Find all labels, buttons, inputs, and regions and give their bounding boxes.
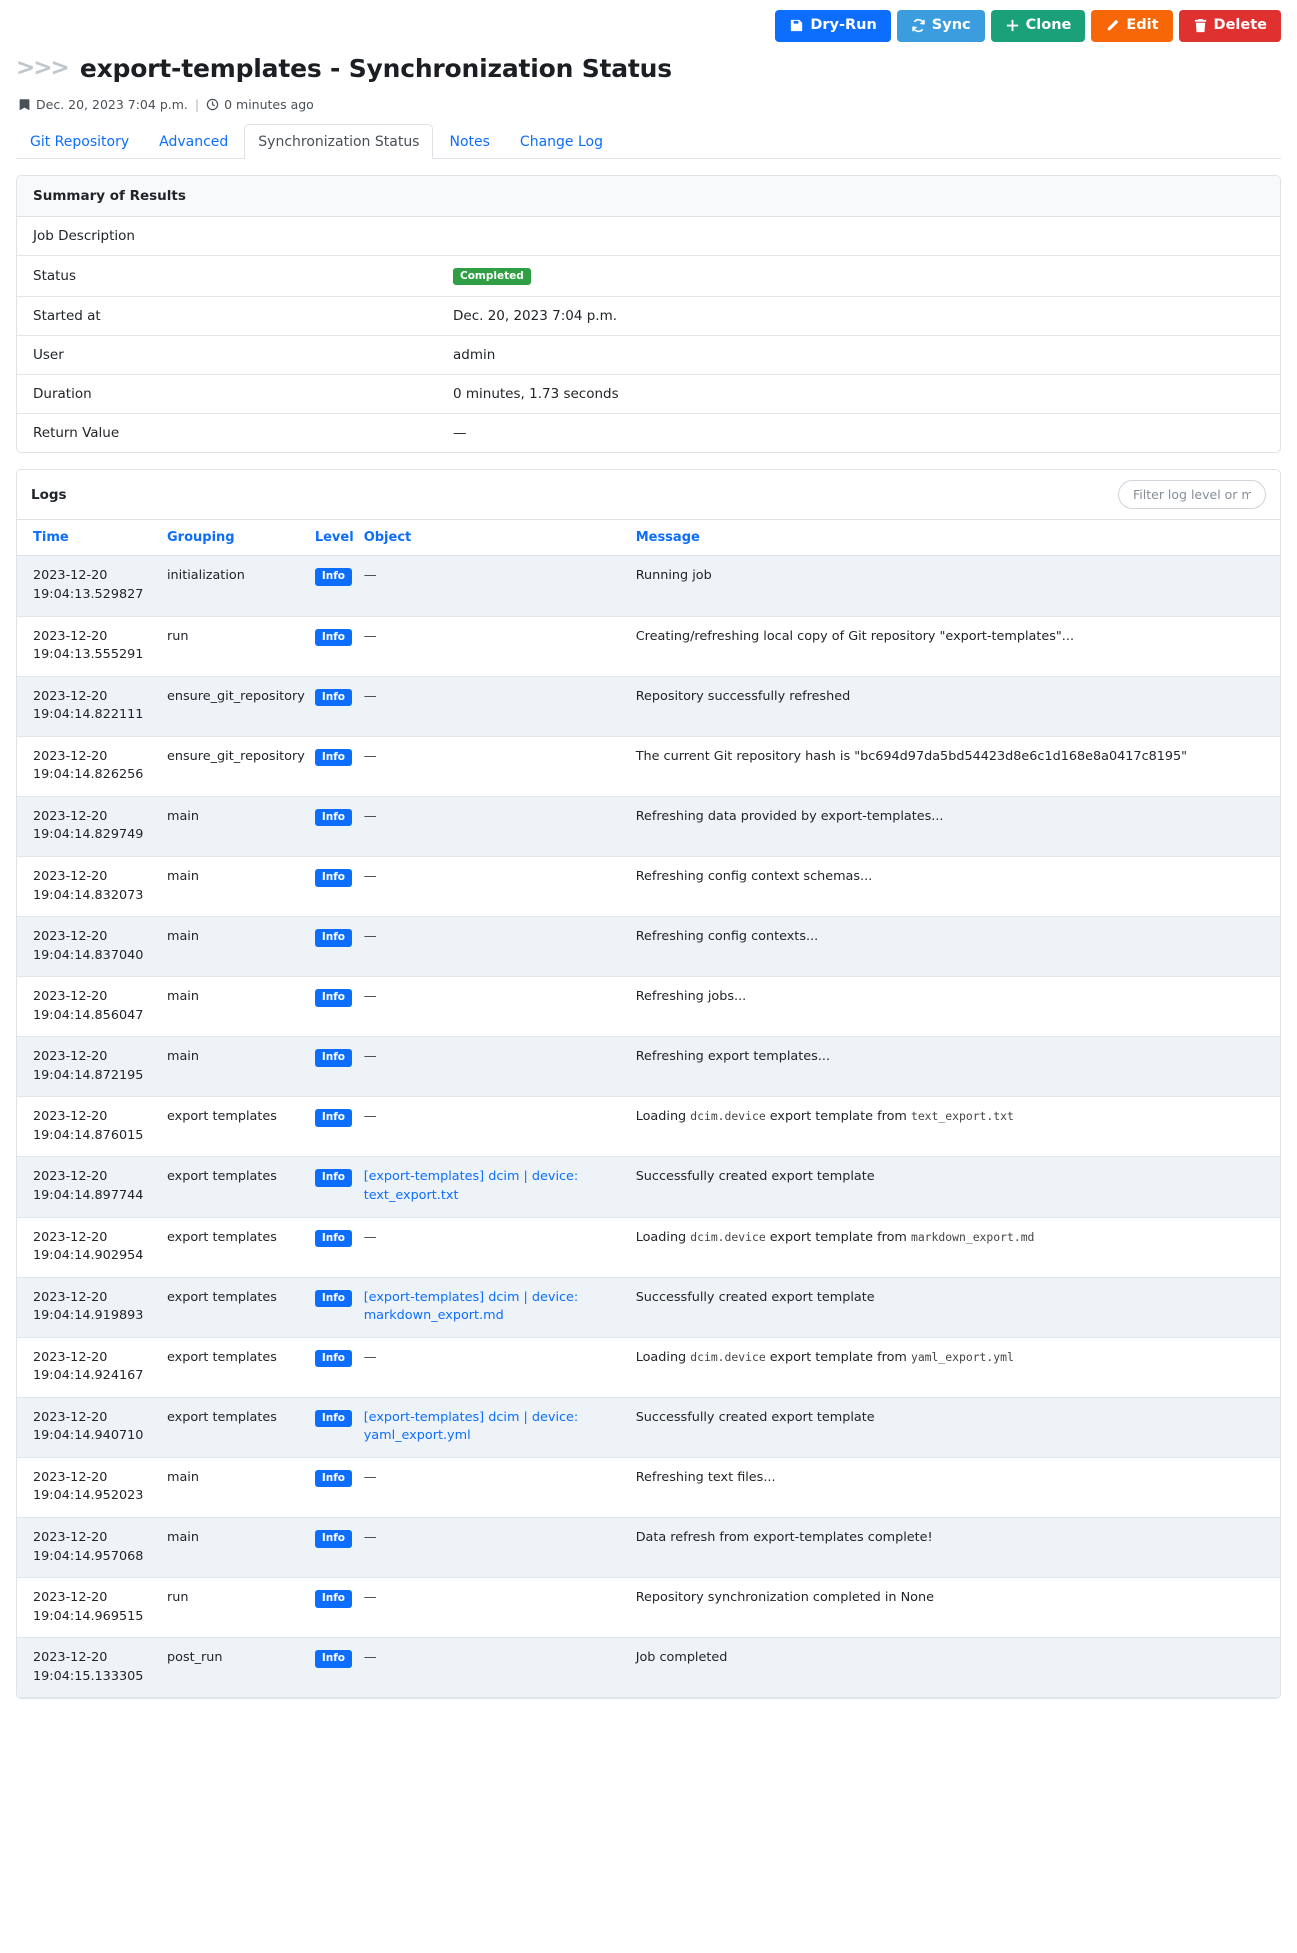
log-level: [315, 1337, 364, 1397]
object-empty: —: [363, 1529, 377, 1545]
message-text: Loading: [635, 1349, 691, 1365]
message-text: export template from: [765, 1229, 911, 1245]
table-row: [17, 917, 1280, 977]
log-level: [315, 1277, 364, 1337]
button-label: Sync: [931, 17, 971, 33]
object-empty: —: [363, 1650, 377, 1666]
log-level: [315, 1037, 364, 1097]
message-text: Loading: [635, 1109, 691, 1125]
object-link[interactable]: [export-templates] dcim | device: yaml_export.yml: [363, 1409, 579, 1444]
object-empty: —: [363, 1229, 377, 1245]
log-time-value: 19:04:14.940710: [33, 1428, 144, 1444]
log-message: Repository successfully refreshed: [636, 676, 1280, 736]
log-message: [636, 1097, 1280, 1157]
log-time-value: 19:04:14.822111: [33, 707, 144, 723]
level-badge: Info: [315, 1650, 352, 1668]
logs-column-time[interactable]: Time: [17, 520, 167, 556]
trash-icon: [1193, 18, 1208, 33]
log-message: [636, 1217, 1280, 1277]
summary-row: [17, 336, 1280, 375]
table-row: [17, 977, 1280, 1037]
dry-run-button[interactable]: [775, 10, 890, 42]
log-grouping: run: [167, 1578, 315, 1638]
log-date: 2023-12-20: [33, 748, 108, 764]
page-meta: [18, 97, 1281, 112]
page-title-row: [16, 54, 1281, 83]
log-time: [17, 1277, 167, 1337]
log-message: The current Git repository hash is "bc694d97da5bd54423d8e6c1d168e8a0417c8195": [636, 736, 1280, 796]
object-empty: —: [363, 748, 377, 764]
log-grouping: export templates: [167, 1217, 315, 1277]
log-date: 2023-12-20: [33, 688, 108, 704]
log-grouping: main: [167, 977, 315, 1037]
log-object: [364, 1337, 636, 1397]
tab-advanced[interactable]: Advanced: [159, 133, 229, 150]
level-badge: Info: [315, 1410, 352, 1428]
object-empty: —: [363, 568, 377, 584]
log-message: Repository synchronization completed in None: [636, 1578, 1280, 1638]
log-time: [17, 556, 167, 616]
summary-row-value: 0 minutes, 1.73 seconds: [437, 375, 1280, 414]
table-row: [17, 736, 1280, 796]
log-message: Successfully created export template: [636, 1157, 1280, 1217]
log-time: [17, 1397, 167, 1457]
summary-row-value: admin: [437, 336, 1280, 375]
message-code: text_export.txt: [910, 1109, 1014, 1124]
table-row: [17, 1397, 1280, 1457]
log-date: 2023-12-20: [33, 868, 108, 884]
log-date: 2023-12-20: [33, 628, 108, 644]
log-time: [17, 917, 167, 977]
summary-row: [17, 414, 1280, 453]
log-grouping: ensure_git_repository: [167, 676, 315, 736]
level-badge: Info: [315, 568, 352, 586]
log-object: [364, 856, 636, 916]
summary-row-label: Return Value: [17, 414, 437, 453]
log-time-value: 19:04:14.924167: [33, 1368, 144, 1384]
object-link[interactable]: [export-templates] dcim | device: markdown_export.md: [363, 1289, 579, 1324]
plus-icon: [1005, 18, 1020, 33]
relative-timestamp: 0 minutes ago: [224, 96, 314, 112]
log-grouping: export templates: [167, 1157, 315, 1217]
table-row: [17, 1217, 1280, 1277]
level-badge: Info: [315, 1049, 352, 1067]
level-badge: Info: [315, 869, 352, 887]
level-badge: Info: [315, 1350, 352, 1368]
log-date: 2023-12-20: [33, 989, 108, 1005]
log-level: [315, 1517, 364, 1577]
log-date: 2023-12-20: [33, 1650, 108, 1666]
log-level: [315, 1097, 364, 1157]
log-date: 2023-12-20: [33, 568, 108, 584]
log-time-value: 19:04:14.919893: [33, 1308, 144, 1324]
table-row: [17, 1157, 1280, 1217]
log-grouping: main: [167, 1517, 315, 1577]
object-empty: —: [363, 808, 377, 824]
log-level: [315, 1457, 364, 1517]
table-row: [17, 1638, 1280, 1698]
level-badge: Info: [315, 1169, 352, 1187]
log-time-value: 19:04:13.555291: [33, 647, 144, 663]
log-level: [315, 556, 364, 616]
log-object: [364, 616, 636, 676]
message-code: dcim.device: [690, 1349, 766, 1364]
status-badge: Completed: [453, 268, 531, 286]
log-object: [364, 1217, 636, 1277]
table-row: [17, 1277, 1280, 1337]
log-date: 2023-12-20: [33, 1109, 108, 1125]
log-object: [364, 1638, 636, 1698]
log-time: [17, 1337, 167, 1397]
summary-row-value: [437, 217, 1280, 256]
log-time-value: 19:04:14.952023: [33, 1488, 144, 1504]
log-time: [17, 1157, 167, 1217]
summary-row: [17, 375, 1280, 414]
log-grouping: main: [167, 1457, 315, 1517]
button-label: Clone: [1025, 17, 1072, 33]
logs-header-row: [17, 520, 1280, 556]
log-date: 2023-12-20: [33, 1529, 108, 1545]
table-row: [17, 796, 1280, 856]
log-level: [315, 1397, 364, 1457]
log-level: [315, 917, 364, 977]
delete-button[interactable]: [1179, 10, 1281, 42]
object-empty: —: [363, 929, 377, 945]
log-date: 2023-12-20: [33, 1469, 108, 1485]
log-filter-input[interactable]: [1118, 480, 1266, 509]
log-message: Running job: [636, 556, 1280, 616]
log-message: Data refresh from export-templates complete!: [636, 1517, 1280, 1577]
object-empty: —: [363, 989, 377, 1005]
summary-row-label: User: [17, 336, 437, 375]
log-date: 2023-12-20: [33, 1590, 108, 1606]
log-message: Job completed: [636, 1638, 1280, 1698]
object-empty: —: [363, 628, 377, 644]
summary-row-label: Status: [17, 255, 437, 297]
table-row: [17, 1578, 1280, 1638]
log-time-value: 19:04:14.872195: [33, 1067, 144, 1083]
log-time: [17, 977, 167, 1037]
level-badge: Info: [315, 1290, 352, 1308]
tab-change-log[interactable]: Change Log: [519, 133, 603, 150]
log-grouping: export templates: [167, 1397, 315, 1457]
sync-button[interactable]: [897, 10, 985, 42]
object-empty: —: [363, 1469, 377, 1485]
summary-card-title: Summary of Results: [17, 176, 1280, 217]
log-level: [315, 1157, 364, 1217]
summary-table-body: [17, 217, 1280, 453]
log-time-value: 19:04:13.529827: [33, 587, 144, 603]
table-row: [17, 1037, 1280, 1097]
log-grouping: initialization: [167, 556, 315, 616]
log-time: [17, 1457, 167, 1517]
table-row: [17, 1517, 1280, 1577]
log-object: [364, 556, 636, 616]
button-label: Dry-Run: [810, 17, 877, 33]
log-object: [364, 796, 636, 856]
log-grouping: main: [167, 856, 315, 916]
log-date: 2023-12-20: [33, 929, 108, 945]
log-grouping: main: [167, 917, 315, 977]
log-time: [17, 1517, 167, 1577]
message-code: dcim.device: [690, 1229, 766, 1244]
log-time: [17, 736, 167, 796]
log-time: [17, 1578, 167, 1638]
level-badge: Info: [315, 1230, 352, 1248]
log-date: 2023-12-20: [33, 1289, 108, 1305]
log-object: [364, 1517, 636, 1577]
clock-icon: [206, 98, 219, 111]
level-badge: Info: [315, 1530, 352, 1548]
summary-row-value: [437, 255, 1280, 297]
summary-row-label: Job Description: [33, 227, 135, 244]
message-code: markdown_export.md: [910, 1229, 1035, 1244]
breadcrumb-chevrons: >>>: [16, 55, 68, 82]
table-row: [17, 616, 1280, 676]
summary-row-value: —: [437, 414, 1280, 453]
log-message: Successfully created export template: [636, 1397, 1280, 1457]
log-time-value: 19:04:14.897744: [33, 1187, 144, 1203]
log-level: [315, 796, 364, 856]
object-link[interactable]: [export-templates] dcim | device: text_export.txt: [363, 1169, 579, 1203]
log-object: [364, 1037, 636, 1097]
message-text: Loading: [635, 1229, 691, 1245]
tab-git-repository[interactable]: Git Repository: [30, 133, 130, 150]
log-object: [364, 1578, 636, 1638]
summary-row: [17, 255, 1280, 297]
log-date: 2023-12-20: [33, 1409, 108, 1425]
table-row: [17, 1337, 1280, 1397]
logs-column-level[interactable]: Level: [315, 520, 364, 556]
log-grouping: post_run: [167, 1638, 315, 1698]
summary-card: [16, 175, 1281, 454]
bookmark-icon: [18, 98, 31, 111]
log-level: [315, 676, 364, 736]
log-time: [17, 616, 167, 676]
log-grouping: main: [167, 796, 315, 856]
action-toolbar: [16, 0, 1281, 46]
log-time-value: 19:04:14.829749: [33, 827, 144, 843]
tab-notes[interactable]: Notes: [449, 133, 490, 150]
meta-separator: |: [194, 96, 200, 112]
object-empty: —: [363, 688, 377, 704]
level-badge: Info: [315, 629, 352, 647]
log-message: Creating/refreshing local copy of Git repository "export-templates"...: [636, 616, 1280, 676]
summary-row-label: Started at: [17, 297, 437, 336]
log-message: Refreshing text files...: [636, 1457, 1280, 1517]
log-level: [315, 856, 364, 916]
level-badge: Info: [315, 809, 352, 827]
log-time: [17, 1037, 167, 1097]
log-level: [315, 616, 364, 676]
log-object[interactable]: [364, 1397, 636, 1457]
table-row: [17, 676, 1280, 736]
log-message: Refreshing jobs...: [636, 977, 1280, 1037]
log-message: Refreshing config contexts...: [636, 917, 1280, 977]
log-message: Refreshing config context schemas...: [636, 856, 1280, 916]
pencil-icon: [1105, 18, 1120, 33]
log-object: [364, 1097, 636, 1157]
log-object: [364, 917, 636, 977]
logs-column-message[interactable]: Message: [636, 520, 1280, 556]
summary-row-label: Duration: [17, 375, 437, 414]
log-level: [315, 1217, 364, 1277]
button-label: Edit: [1126, 17, 1159, 33]
logs-table: [17, 519, 1280, 1698]
object-empty: —: [363, 1049, 377, 1065]
logs-column-grouping[interactable]: Grouping: [167, 520, 315, 556]
object-empty: —: [363, 1590, 377, 1606]
log-time-value: 19:04:14.902954: [33, 1248, 144, 1264]
log-time-value: 19:04:14.856047: [33, 1007, 144, 1023]
clone-button[interactable]: [991, 10, 1086, 42]
table-row: [17, 556, 1280, 616]
log-time-value: 19:04:14.876015: [33, 1127, 144, 1143]
log-date: 2023-12-20: [33, 808, 108, 824]
log-grouping: run: [167, 616, 315, 676]
log-time: [17, 856, 167, 916]
log-grouping: export templates: [167, 1337, 315, 1397]
log-date: 2023-12-20: [33, 1349, 108, 1365]
log-message: [636, 1337, 1280, 1397]
log-time-value: 19:04:14.826256: [33, 767, 144, 783]
log-grouping: main: [167, 1037, 315, 1097]
log-message: Refreshing export templates...: [636, 1037, 1280, 1097]
summary-table: [17, 217, 1280, 453]
log-grouping: export templates: [167, 1097, 315, 1157]
log-object: [364, 676, 636, 736]
log-date: 2023-12-20: [33, 1229, 108, 1245]
log-date: 2023-12-20: [33, 1169, 108, 1185]
log-object: [364, 1457, 636, 1517]
object-empty: —: [363, 868, 377, 884]
message-code: dcim.device: [690, 1109, 766, 1124]
table-row: [17, 1457, 1280, 1517]
log-time: [17, 796, 167, 856]
log-time-value: 19:04:14.957068: [33, 1548, 144, 1564]
log-message: Refreshing data provided by export-templates...: [636, 796, 1280, 856]
level-badge: Info: [315, 689, 352, 707]
log-object[interactable]: [364, 1157, 636, 1217]
log-time: [17, 676, 167, 736]
log-time-value: 19:04:15.133305: [33, 1668, 144, 1684]
log-object[interactable]: [364, 1277, 636, 1337]
summary-row: [17, 217, 1280, 256]
summary-row-value: Dec. 20, 2023 7:04 p.m.: [437, 297, 1280, 336]
message-code: yaml_export.yml: [910, 1349, 1014, 1364]
message-text: export template from: [765, 1109, 911, 1125]
sync-icon: [911, 18, 926, 33]
object-empty: —: [363, 1349, 377, 1365]
log-time-value: 19:04:14.832073: [33, 887, 144, 903]
tab-bar: [16, 124, 1281, 159]
edit-button[interactable]: [1091, 10, 1172, 42]
level-badge: Info: [315, 749, 352, 767]
log-time-value: 19:04:14.969515: [33, 1608, 144, 1624]
log-object: [364, 736, 636, 796]
play-save-icon: [789, 18, 804, 33]
object-empty: —: [363, 1109, 377, 1125]
logs-column-object[interactable]: Object: [364, 520, 636, 556]
log-message: Successfully created export template: [636, 1277, 1280, 1337]
level-badge: Info: [315, 1590, 352, 1608]
table-row: [17, 1097, 1280, 1157]
summary-row: [17, 297, 1280, 336]
tab-synchronization-status[interactable]: Synchronization Status: [244, 124, 433, 159]
log-time-value: 19:04:14.837040: [33, 947, 144, 963]
log-level: [315, 1638, 364, 1698]
log-level: [315, 1578, 364, 1638]
page-title: export-templates - Synchronization Status: [79, 53, 672, 83]
logs-table-head: [17, 520, 1280, 556]
log-date: 2023-12-20: [33, 1049, 108, 1065]
logs-card: [16, 469, 1281, 1699]
created-timestamp: Dec. 20, 2023 7:04 p.m.: [36, 96, 188, 112]
logs-card-title: Logs: [31, 486, 67, 503]
logs-card-header: [17, 470, 1280, 519]
level-badge: Info: [315, 1109, 352, 1127]
table-row: [17, 856, 1280, 916]
log-object: [364, 977, 636, 1037]
level-badge: Info: [315, 1470, 352, 1488]
log-grouping: ensure_git_repository: [167, 736, 315, 796]
button-label: Delete: [1213, 17, 1267, 33]
log-time: [17, 1097, 167, 1157]
level-badge: Info: [315, 929, 352, 947]
log-level: [315, 736, 364, 796]
level-badge: Info: [315, 989, 352, 1007]
message-text: export template from: [765, 1349, 911, 1365]
log-time: [17, 1217, 167, 1277]
log-time: [17, 1638, 167, 1698]
log-grouping: export templates: [167, 1277, 315, 1337]
log-level: [315, 977, 364, 1037]
logs-table-body: [17, 556, 1280, 1698]
